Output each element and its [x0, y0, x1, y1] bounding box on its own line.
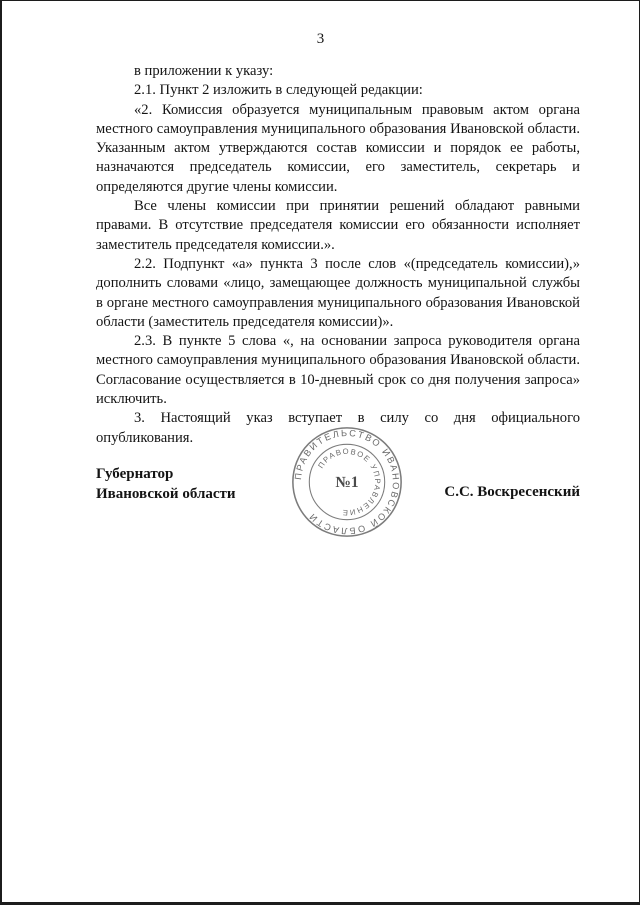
signatory-name: С.С. Воскресенский — [444, 484, 580, 500]
stamp-inner-text: ПРАВОВОЕ УПРАВЛЕНИЕ — [316, 446, 383, 518]
stamp-number: №1 — [335, 473, 359, 491]
paragraph-2-1: 2.1. Пункт 2 изложить в следующей редакции: — [134, 82, 423, 99]
paragraph-2-1-text-cont: Все члены комиссии при принятии решений обладают равными правами. В отсутствие председателя комиссии его обязанности исполняет заместитель председателя комиссии.». — [96, 198, 580, 253]
signatory-title — [96, 465, 236, 504]
paragraph-2-1-text: «2. Комиссия образуется муниципальным правовым актом органа местного самоуправления муниципального образования Ивановской области. Указанным актом утверждаются состав комиссии и порядок ее работы, назначаются председатель комиссии, его заместитель, секретарь и определяются другие члены комиссии. — [96, 101, 580, 195]
stamp-outer-text: ПРАВИТЕЛЬСТВО ИВАНОВСКОЙ ОБЛАСТИ — [292, 427, 402, 537]
signatory-title-line2: Ивановской области — [96, 485, 236, 502]
document-body — [96, 62, 580, 448]
paragraph-intro: в приложении к указу: — [134, 63, 274, 79]
signatory-title-line1: Губернатор — [96, 466, 174, 482]
paragraph-2-3: 2.3. В пункте 5 слова «, на основании запроса руководителя органа местного самоуправления муниципального образования Ивановской области. Согласование осуществляется в 10-дневный срок со дня получения запроса» исключить. — [96, 333, 580, 408]
paragraph-2-2: 2.2. Подпункт «а» пункта 3 после слов «(председатель комиссии),» дополнить словами «лицо, замещающее должность муниципальной службы в органе местного самоуправления муниципального образования Ивановской области (заместитель председателя комиссии)». — [96, 255, 580, 330]
paragraph-3: 3. Настоящий указ вступает в силу со дня официального опубликования. — [96, 410, 580, 446]
signature-block — [96, 465, 580, 507]
page-number: 3 — [316, 31, 325, 47]
